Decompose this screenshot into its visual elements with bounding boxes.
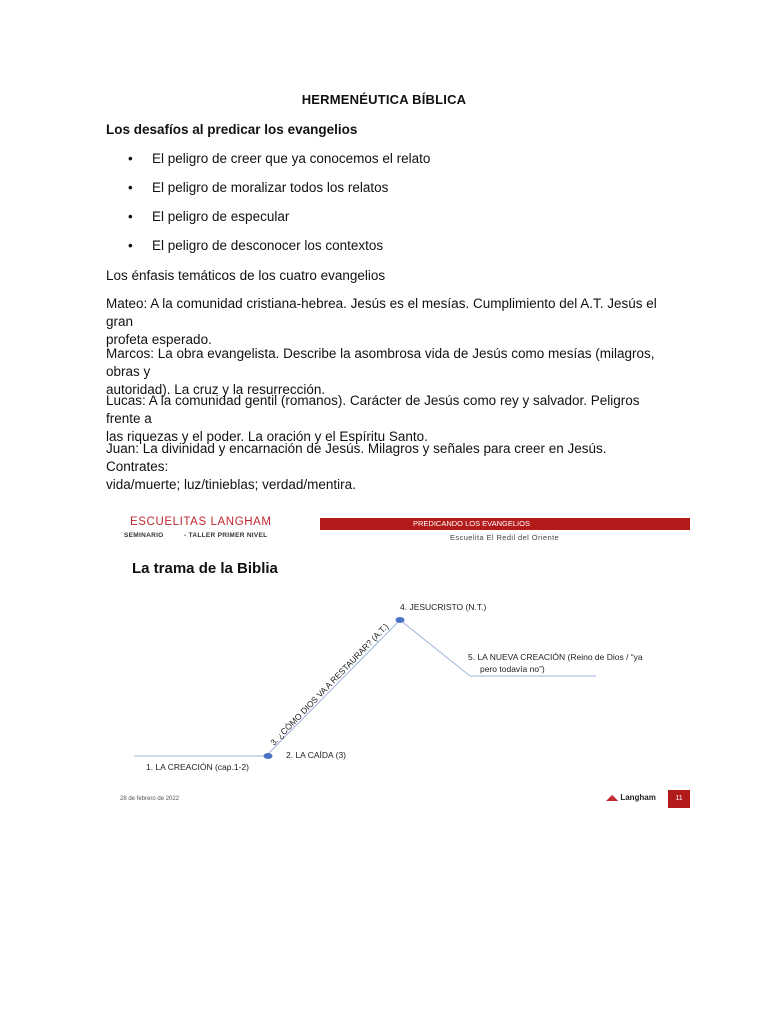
paragraph-line: autoridad). La cruz y la resurrección. [106, 382, 326, 397]
restore-label: 3. ¿CÓMO DIOS VA A RESTAURAR? (A.T.) [268, 621, 391, 748]
embedded-slide [104, 510, 692, 810]
bullet-icon: • [128, 238, 133, 253]
list-item-text: El peligro de creer que ya conocemos el relato [152, 151, 431, 166]
logo-text: Langham [620, 793, 656, 802]
paragraph-lucas [106, 392, 662, 446]
paragraph-line: Marcos: La obra evangelista. Describe la asombrosa vida de Jesús como mesías (milagros, obras y [106, 346, 655, 379]
slide-subtitle-left: SEMINARIO [124, 532, 164, 539]
slide-banner-subtitle: Escuelita El Redil del Oriente [450, 533, 560, 542]
paragraph-juan [106, 440, 662, 494]
paragraph-marcos [106, 345, 662, 399]
descent-line [400, 620, 470, 676]
langham-logo-icon: ◢◣ [606, 793, 619, 802]
paragraph-line: vida/muerte; luz/tinieblas; verdad/mentira. [106, 477, 356, 492]
slide-date: 28 de febrero de 2022 [120, 796, 180, 802]
paragraph-line: Juan: La divinidad y encarnación de Jesús. Milagros y señales para creer en Jesús. Contrates: [106, 441, 607, 474]
slide-brand: ESCUELITAS LANGHAM [130, 516, 272, 528]
fall-dot [264, 753, 273, 759]
slide-banner: PREDICANDO LOS EVANGELIOS [320, 518, 690, 530]
christ-dot [396, 617, 405, 623]
slide-subtitle-right: - TALLER PRIMER NIVEL [184, 532, 268, 539]
section-heading: Los desafíos al predicar los evangelios [106, 122, 358, 137]
bullet-icon: • [128, 209, 133, 224]
document-title: HERMENÉUTICA BÍBLICA [301, 92, 467, 107]
paragraph-line: Lucas: A la comunidad gentil (romanos). Carácter de Jesús como rey y salvador. Peligros frente a [106, 393, 640, 426]
list-item-text: El peligro de moralizar todos los relatos [152, 180, 389, 195]
list-item-text: El peligro de desconocer los contextos [152, 238, 384, 253]
paragraph-mateo [106, 295, 662, 349]
fall-label: 2. LA CAÍDA (3) [286, 750, 346, 760]
langham-logo [606, 793, 656, 802]
christ-label: 4. JESUCRISTO (N.T.) [400, 602, 487, 612]
paragraph-line: Mateo: A la comunidad cristiana-hebrea. Jesús es el mesías. Cumplimiento del A.T. Jesús el gran [106, 296, 657, 329]
bullet-icon: • [128, 151, 133, 166]
new-creation-label-line1: 5. LA NUEVA CREACIÓN (Reino de Dios / “ya [468, 652, 643, 662]
bullet-icon: • [128, 180, 133, 195]
emphasis-intro: Los énfasis temáticos de los cuatro evangelios [106, 268, 386, 283]
paragraph-line: las riquezas y el poder. La oración y el Espíritu Santo. [106, 429, 428, 444]
new-creation-label-line2: pero todavía no”) [480, 664, 545, 674]
creation-label: 1. LA CREACIÓN (cap.1-2) [146, 762, 249, 772]
list-item-text: El peligro de especular [152, 209, 290, 224]
paragraph-line: profeta esperado. [106, 332, 212, 347]
slide-title: La trama de la Biblia [132, 560, 278, 577]
slide-page-number: 11 [668, 790, 690, 808]
